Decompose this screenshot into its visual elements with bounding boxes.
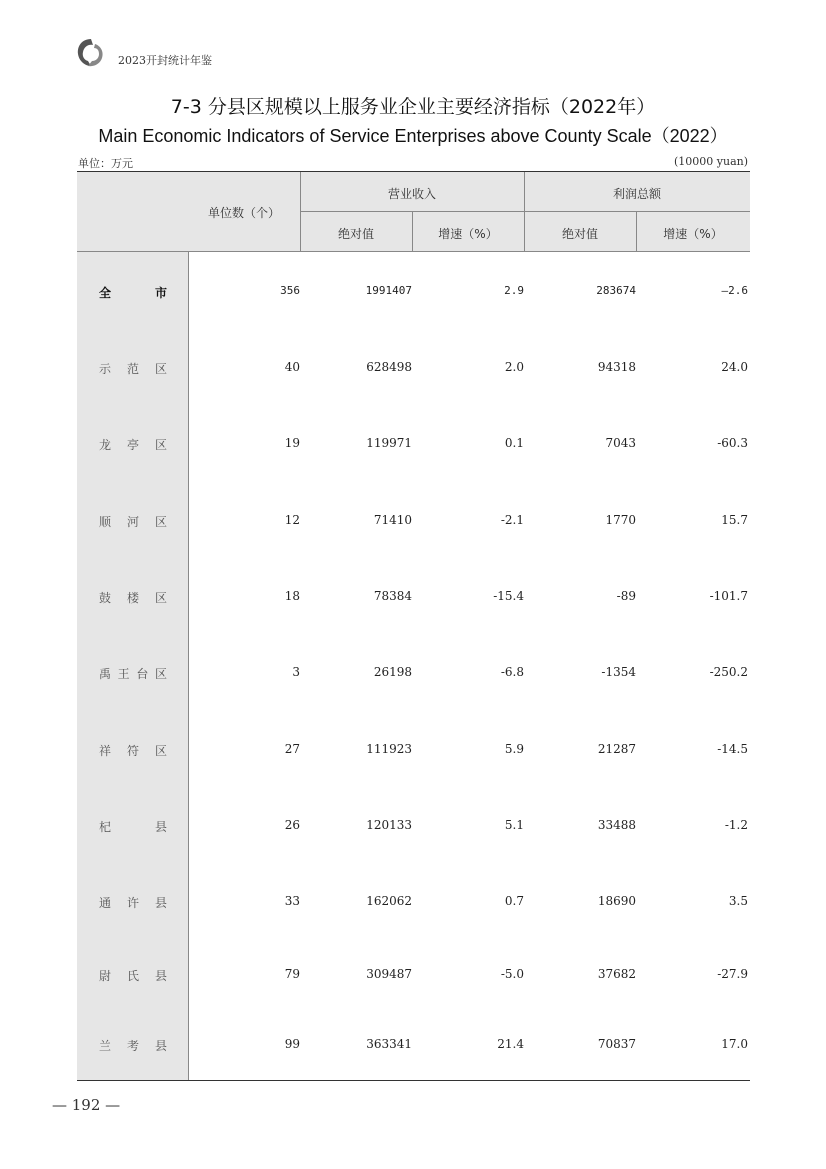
cell-revenue-growth: -15.4	[493, 589, 524, 603]
cell-revenue: 119971	[366, 436, 412, 450]
cell-units: 26	[284, 818, 300, 832]
cell-revenue-growth: 5.1	[504, 818, 524, 832]
table-row	[77, 511, 750, 531]
cell-units: 27	[284, 742, 300, 756]
row-name: 尉 氏 县	[99, 969, 167, 983]
stub-column	[77, 172, 189, 1080]
cell-units: 33	[284, 894, 300, 908]
cell-profit: 283674	[596, 284, 636, 297]
cell-profit-growth: -14.5	[717, 742, 748, 756]
table-row-total	[77, 282, 750, 302]
cell-profit: -89	[616, 589, 636, 603]
cell-profit: -1354	[601, 665, 636, 679]
statistics-table	[77, 171, 750, 1081]
row-name: 全 市	[99, 286, 167, 300]
cell-revenue-growth: 0.7	[504, 894, 524, 908]
table-row	[77, 1035, 750, 1055]
cell-profit: 21287	[597, 742, 636, 756]
cell-revenue-growth: -2.1	[500, 513, 524, 527]
cell-units: 12	[284, 513, 300, 527]
row-name: 杞 县	[99, 820, 167, 834]
cell-units: 19	[284, 436, 300, 450]
page-number: — 192 —	[52, 1096, 121, 1114]
cell-profit-growth: -27.9	[717, 967, 748, 981]
cell-revenue-growth: 5.9	[504, 742, 524, 756]
cell-profit-growth: -250.2	[709, 665, 748, 679]
cell-revenue: 628498	[366, 360, 412, 374]
unit-label-chinese: 单位：万元	[78, 157, 133, 170]
cell-profit-growth: -60.3	[717, 436, 748, 450]
cell-units: 3	[292, 665, 300, 679]
cell-profit: 70837	[597, 1037, 636, 1051]
cell-revenue-growth: 0.1	[504, 436, 524, 450]
cell-profit-growth: –2.6	[721, 284, 748, 297]
cell-revenue: 309487	[366, 967, 412, 981]
cell-revenue: 71410	[373, 513, 412, 527]
running-head: 2023开封统计年鉴	[118, 54, 212, 67]
cell-revenue: 26198	[373, 665, 412, 679]
row-name: 龙 亭 区	[99, 438, 167, 452]
header-revenue-growth: 增速（%）	[438, 227, 498, 241]
cell-units: 40	[284, 360, 300, 374]
cell-profit: 37682	[597, 967, 636, 981]
row-name: 顺 河 区	[99, 515, 167, 529]
cell-revenue-growth: 2.9	[504, 284, 524, 297]
table-row	[77, 816, 750, 836]
cell-profit: 94318	[597, 360, 636, 374]
cell-revenue: 363341	[366, 1037, 412, 1051]
header-revenue-group: 营业收入	[387, 187, 436, 201]
table-row	[77, 892, 750, 912]
header-bottom-line	[77, 251, 750, 252]
table-title-chinese: 7-3 分县区规模以上服务业企业主要经济指标（2022年）	[170, 96, 656, 118]
cell-units: 356	[280, 284, 300, 297]
row-name: 通 许 县	[99, 896, 167, 910]
cell-revenue-growth: -5.0	[500, 967, 524, 981]
cell-units: 18	[284, 589, 300, 603]
cell-revenue-growth: 21.4	[497, 1037, 524, 1051]
header-profit-growth: 增速（%）	[663, 227, 723, 241]
table-row	[77, 965, 750, 985]
cell-profit-growth: 3.5	[728, 894, 748, 908]
header-divider-line	[300, 211, 750, 212]
cell-profit: 33488	[597, 818, 636, 832]
cell-profit-growth: -101.7	[709, 589, 748, 603]
unit-label-english: (10000 yuan)	[673, 155, 748, 168]
table-row	[77, 740, 750, 760]
cell-revenue-growth: 2.0	[504, 360, 524, 374]
cell-revenue: 1991407	[365, 284, 412, 297]
header-profit-group: 利润总额	[612, 187, 661, 201]
table-row	[77, 587, 750, 607]
cell-profit-growth: 24.0	[721, 360, 748, 374]
cell-profit-growth: 17.0	[721, 1037, 748, 1051]
row-name: 鼓 楼 区	[99, 591, 167, 605]
cell-profit-growth: 15.7	[721, 513, 748, 527]
cell-profit-growth: -1.2	[724, 818, 748, 832]
cell-profit: 1770	[605, 513, 636, 527]
table-title-english: Main Economic Indicators of Service Enterprises above County Scale（2022）	[98, 126, 728, 146]
cell-units: 99	[284, 1037, 300, 1051]
cell-revenue: 78384	[373, 589, 412, 603]
row-name: 祥 符 区	[99, 744, 167, 758]
table-row	[77, 358, 750, 378]
header-profit-absolute: 绝对值	[561, 227, 598, 241]
row-name: 禹 王 台 区	[99, 667, 167, 681]
yearbook-logo-icon	[74, 36, 108, 70]
cell-revenue: 162062	[366, 894, 412, 908]
cell-revenue: 111923	[366, 742, 412, 756]
cell-revenue: 120133	[366, 818, 412, 832]
cell-profit: 18690	[597, 894, 636, 908]
header-units-count: 单位数（个）	[207, 206, 280, 220]
table-row	[77, 663, 750, 683]
header-revenue-absolute: 绝对值	[337, 227, 374, 241]
cell-units: 79	[284, 967, 300, 981]
row-name: 示 范 区	[99, 362, 167, 376]
cell-revenue-growth: -6.8	[500, 665, 524, 679]
row-name: 兰 考 县	[99, 1039, 167, 1053]
cell-profit: 7043	[605, 436, 636, 450]
table-row	[77, 434, 750, 454]
